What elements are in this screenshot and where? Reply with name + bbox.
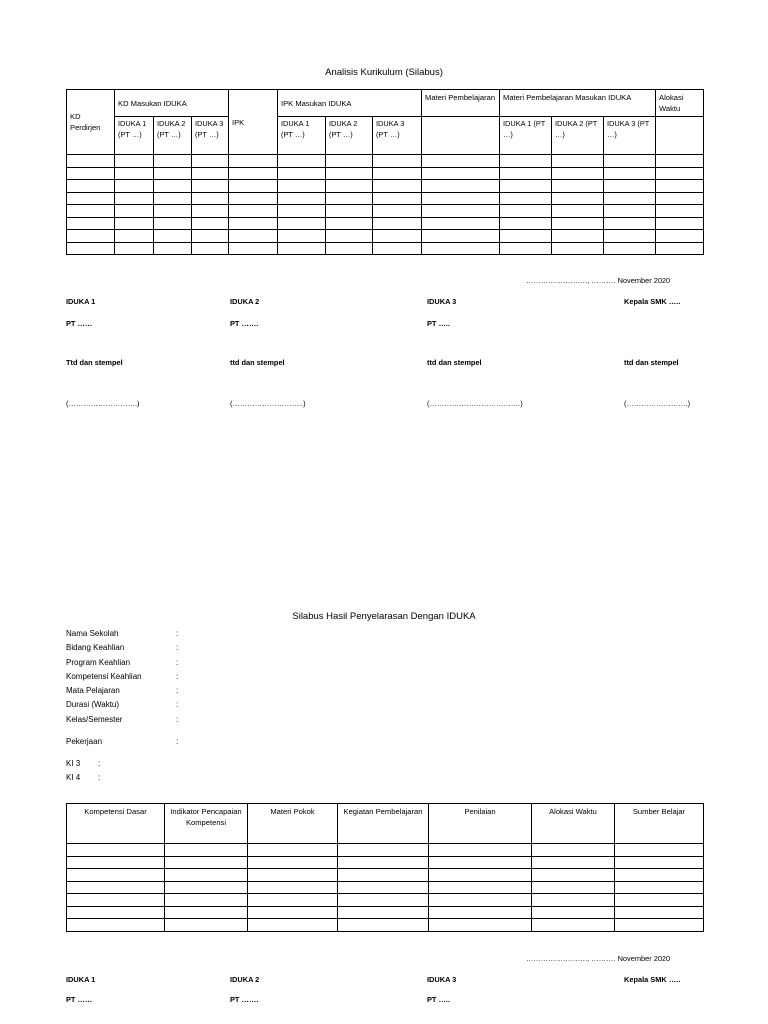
table-cell (115, 167, 154, 180)
alokasi-sub-empty (656, 117, 704, 155)
identity-colon: : (176, 715, 179, 724)
identity-colon: : (176, 700, 179, 709)
table-cell (248, 869, 338, 882)
materi-sub-iduka-3: IDUKA 3 (PT …) (604, 117, 656, 155)
sig2-iduka1-pt: PT …… (66, 995, 93, 1004)
sig1-iduka1-ttd: Ttd dan stempel (66, 358, 123, 367)
table-cell (500, 167, 552, 180)
table-cell (278, 230, 326, 243)
table-row (67, 230, 704, 243)
sig1-kepala-name: Kepala SMK ….. (624, 297, 681, 306)
table-cell (532, 844, 615, 857)
table-cell (500, 192, 552, 205)
table-cell (500, 230, 552, 243)
analysis-table (66, 89, 704, 255)
table-cell (154, 242, 192, 255)
table-cell (552, 180, 604, 193)
header-materi-pembelajaran: Materi Pembelajaran (422, 90, 500, 117)
sig1-iduka2-name: IDUKA 2 (230, 297, 260, 306)
table-cell (500, 205, 552, 218)
sig1-iduka3-name: IDUKA 3 (427, 297, 457, 306)
table-cell (278, 167, 326, 180)
kd-sub-iduka-2: IDUKA 2 (PT …) (154, 117, 192, 155)
table-cell (604, 217, 656, 230)
column-header: Kegiatan Pembelajaran (338, 804, 429, 844)
header-alokasi-waktu: Alokasi Waktu (656, 90, 704, 117)
table-cell (326, 242, 373, 255)
materi-sub-empty (422, 117, 500, 155)
table-cell (67, 242, 115, 255)
table-row (67, 881, 704, 894)
table-cell (278, 155, 326, 168)
table-cell (500, 217, 552, 230)
table-cell (373, 192, 422, 205)
table-cell (248, 919, 338, 932)
table-cell (229, 167, 278, 180)
table-row (67, 844, 704, 857)
table-cell (338, 844, 429, 857)
table-cell (338, 881, 429, 894)
table-cell (552, 242, 604, 255)
table-cell (532, 856, 615, 869)
table-cell (656, 180, 704, 193)
sig2-iduka2-pt: PT ……. (230, 995, 259, 1004)
identity-label: Mata Pelajaran (66, 686, 120, 695)
identity-label: Program Keahlian (66, 658, 131, 667)
table-cell (373, 167, 422, 180)
table-cell (154, 180, 192, 193)
table-cell (165, 881, 248, 894)
ki-colon: : (98, 773, 101, 782)
pekerjaan-colon: : (176, 737, 179, 746)
table-row (67, 155, 704, 168)
header-ipk-masukan: IPK Masukan IDUKA (278, 90, 422, 117)
identity-colon: : (176, 658, 179, 667)
table-cell (615, 881, 704, 894)
table-cell (500, 242, 552, 255)
table-cell (338, 919, 429, 932)
table-cell (192, 155, 229, 168)
column-header: Kompetensi Dasar (67, 804, 165, 844)
table-cell (154, 205, 192, 218)
table-cell (67, 919, 165, 932)
table-cell (115, 242, 154, 255)
table-cell (422, 192, 500, 205)
table-cell (192, 230, 229, 243)
table-cell (615, 906, 704, 919)
table-cell (165, 894, 248, 907)
ipk-sub-iduka-3: IDUKA 3 (PT …) (373, 117, 422, 155)
table-cell (604, 180, 656, 193)
sig1-kepala-sign-line: (…………………….) (624, 399, 691, 408)
table-cell (229, 230, 278, 243)
materi-sub-iduka-2: IDUKA 2 (PT …) (552, 117, 604, 155)
table-cell (67, 230, 115, 243)
table-cell (248, 881, 338, 894)
table-cell (165, 869, 248, 882)
doc2-title: Silabus Hasil Penyelarasan Dengan IDUKA (292, 611, 476, 622)
sig2-iduka3-pt: PT ….. (427, 995, 450, 1004)
table-cell (326, 167, 373, 180)
table-cell (67, 155, 115, 168)
table-cell (532, 894, 615, 907)
identity-label: Durasi (Waktu) (66, 700, 120, 709)
table-cell (429, 856, 532, 869)
table-cell (429, 894, 532, 907)
table-cell (67, 180, 115, 193)
table-cell (192, 180, 229, 193)
table-cell (422, 180, 500, 193)
signature2-date: ……………………., ………. November 2020 (526, 954, 671, 963)
table-cell (67, 894, 165, 907)
identity-label: Bidang Keahlian (66, 643, 125, 652)
table-cell (248, 856, 338, 869)
table-cell (229, 180, 278, 193)
table-cell (165, 844, 248, 857)
table-cell (278, 180, 326, 193)
table-row (67, 217, 704, 230)
table-cell (422, 155, 500, 168)
table-cell (373, 155, 422, 168)
ki-label: KI 4 (66, 773, 81, 782)
table-cell (429, 881, 532, 894)
table-cell (373, 205, 422, 218)
table-cell (229, 205, 278, 218)
table-cell (115, 192, 154, 205)
table-cell (115, 217, 154, 230)
table-cell (532, 919, 615, 932)
table-cell (422, 230, 500, 243)
table-cell (165, 919, 248, 932)
kd-sub-iduka-3: IDUKA 3 (PT …) (192, 117, 229, 155)
identity-colon: : (176, 686, 179, 695)
sig1-iduka1-pt: PT …… (66, 319, 93, 328)
table-cell (115, 205, 154, 218)
ki-colon: : (98, 759, 101, 768)
table-cell (115, 155, 154, 168)
sig1-iduka3-ttd: ttd dan stempel (427, 358, 482, 367)
table-cell (248, 844, 338, 857)
sig1-iduka3-pt: PT ….. (427, 319, 450, 328)
table-cell (373, 217, 422, 230)
table-cell (192, 217, 229, 230)
sig1-iduka2-ttd: ttd dan stempel (230, 358, 285, 367)
table-row (67, 856, 704, 869)
identity-label: Kompetensi Keahlian (66, 672, 142, 681)
table-cell (154, 217, 192, 230)
table-cell (326, 155, 373, 168)
table-cell (429, 919, 532, 932)
table-row (67, 894, 704, 907)
table-cell (229, 242, 278, 255)
table-cell (615, 856, 704, 869)
table-cell (604, 205, 656, 218)
table-row (67, 919, 704, 932)
table-cell (373, 230, 422, 243)
column-header: Indikator Pencapaian Kompetensi (165, 804, 248, 844)
sig1-kepala-ttd: ttd dan stempel (624, 358, 679, 367)
identity-label: Kelas/Semester (66, 715, 123, 724)
table-cell (338, 906, 429, 919)
kd-sub-iduka-1: IDUKA 1 (PT …) (115, 117, 154, 155)
table-cell (552, 192, 604, 205)
table-cell (278, 242, 326, 255)
table-cell (532, 906, 615, 919)
table-cell (67, 217, 115, 230)
table-cell (278, 205, 326, 218)
table-cell (656, 217, 704, 230)
ipk-sub-iduka-2: IDUKA 2 (PT …) (326, 117, 373, 155)
table-cell (229, 192, 278, 205)
table-cell (326, 205, 373, 218)
table-cell (248, 906, 338, 919)
table-cell (532, 869, 615, 882)
table-row (67, 205, 704, 218)
table-cell (67, 881, 165, 894)
table-cell (154, 155, 192, 168)
table-row (67, 906, 704, 919)
table-cell (532, 881, 615, 894)
doc1-title: Analisis Kurikulum (Silabus) (325, 67, 443, 78)
table-cell (192, 167, 229, 180)
table-cell (500, 155, 552, 168)
table-cell (422, 217, 500, 230)
sig1-iduka1-sign-line: (……………………….) (66, 399, 140, 408)
table-cell (278, 217, 326, 230)
table-cell (326, 217, 373, 230)
table-cell (326, 230, 373, 243)
table-cell (429, 844, 532, 857)
table-cell (615, 919, 704, 932)
table-cell (604, 230, 656, 243)
column-header: Alokasi Waktu (532, 804, 615, 844)
table-cell (552, 230, 604, 243)
pekerjaan-label: Pekerjaan (66, 737, 103, 746)
table-cell (373, 180, 422, 193)
identity-colon: : (176, 629, 179, 638)
column-header: Materi Pokok (248, 804, 338, 844)
table-cell (154, 192, 192, 205)
table-row (67, 869, 704, 882)
table-cell (615, 844, 704, 857)
sig1-iduka2-pt: PT ……. (230, 319, 259, 328)
table-cell (604, 155, 656, 168)
table-cell (67, 167, 115, 180)
table-cell (373, 242, 422, 255)
table-cell (422, 242, 500, 255)
identity-label: Nama Sekolah (66, 629, 119, 638)
table-cell (154, 167, 192, 180)
identity-colon: : (176, 643, 179, 652)
header-ipk: IPK (229, 90, 278, 155)
table-row (67, 167, 704, 180)
table-cell (115, 180, 154, 193)
silabus-table (66, 803, 704, 932)
sig1-iduka1-name: IDUKA 1 (66, 297, 96, 306)
table-cell (429, 906, 532, 919)
table-cell (604, 192, 656, 205)
table-cell (656, 192, 704, 205)
table-cell (338, 894, 429, 907)
sig1-iduka2-sign-line: (………………………..) (230, 399, 306, 408)
ipk-sub-iduka-1: IDUKA 1 (PT …) (278, 117, 326, 155)
table-cell (604, 167, 656, 180)
column-header: Sumber Belajar (615, 804, 704, 844)
table-cell (338, 856, 429, 869)
table-cell (429, 869, 532, 882)
sig2-iduka2-name: IDUKA 2 (230, 975, 260, 984)
materi-sub-iduka-1: IDUKA 1 (PT …) (500, 117, 552, 155)
table-row (67, 242, 704, 255)
table-row (67, 192, 704, 205)
table-cell (154, 230, 192, 243)
table-cell (326, 180, 373, 193)
table-cell (67, 906, 165, 919)
table-cell (422, 167, 500, 180)
table-cell (656, 167, 704, 180)
table-cell (67, 844, 165, 857)
table-cell (278, 192, 326, 205)
table-cell (656, 205, 704, 218)
table-cell (615, 869, 704, 882)
table-cell (115, 230, 154, 243)
signature1-date: ……………………., ………. November 2020 (526, 276, 671, 285)
ki-label: KI 3 (66, 759, 81, 768)
table-cell (656, 242, 704, 255)
column-header: Penilaian (429, 804, 532, 844)
sig2-iduka3-name: IDUKA 3 (427, 975, 457, 984)
table-cell (552, 217, 604, 230)
sig2-kepala-name: Kepala SMK ….. (624, 975, 681, 984)
table-cell (552, 167, 604, 180)
header-kd-perdirjen: KD Perdirjen (67, 90, 115, 155)
table-cell (604, 242, 656, 255)
identity-colon: : (176, 672, 179, 681)
table-cell (656, 155, 704, 168)
table-cell (552, 155, 604, 168)
table-cell (192, 242, 229, 255)
table-cell (552, 205, 604, 218)
sig2-iduka1-name: IDUKA 1 (66, 975, 96, 984)
table-cell (67, 856, 165, 869)
sig1-iduka3-sign-line: (……………………………….) (427, 399, 523, 408)
table-row (67, 180, 704, 193)
table-cell (229, 155, 278, 168)
header-materi-masukan: Materi Pembelajaran Masukan IDUKA (500, 90, 656, 117)
table-cell (67, 869, 165, 882)
table-cell (67, 205, 115, 218)
table-cell (67, 192, 115, 205)
table-cell (165, 906, 248, 919)
table-cell (500, 180, 552, 193)
header-kd-masukan: KD Masukan IDUKA (115, 90, 229, 117)
table-cell (656, 230, 704, 243)
table-cell (338, 869, 429, 882)
table-cell (192, 205, 229, 218)
table-cell (615, 894, 704, 907)
table-cell (326, 192, 373, 205)
table-cell (229, 217, 278, 230)
table-cell (248, 894, 338, 907)
table-cell (165, 856, 248, 869)
table-cell (422, 205, 500, 218)
table-cell (192, 192, 229, 205)
